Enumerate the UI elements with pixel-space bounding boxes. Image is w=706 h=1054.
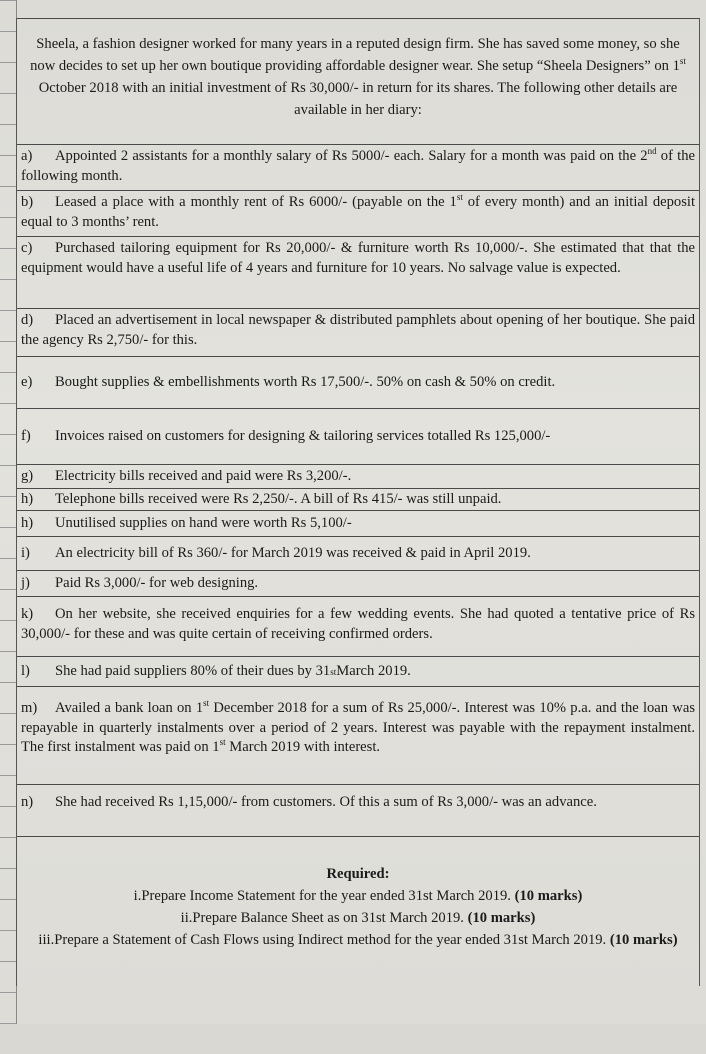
item-sup: st: [203, 698, 210, 709]
item-text: Purchased tailoring equipment for Rs 20,000/- & furniture worth Rs 10,000/-. She estimated that that the equipment would have a useful life of 4 years and furniture for 10 years. No salvage value is expected.: [21, 240, 695, 276]
item-g: [17, 464, 699, 488]
item-label: k): [21, 606, 34, 622]
item-sup: st: [456, 192, 463, 203]
question-table: [16, 18, 700, 986]
item-text: Unutilised supplies on hand were worth Rs 5,100/-: [55, 514, 352, 531]
item-text: An electricity bill of Rs 360/- for March 2019 was received & paid in April 2019.: [55, 544, 531, 561]
item-label: j): [21, 574, 30, 591]
required-item-1-marks: (10 marks): [514, 888, 583, 904]
required-item-3: iii.Prepare a Statement of Cash Flows using Indirect method for the year ended 31st March 2019.: [38, 932, 607, 948]
item-j: [17, 570, 699, 596]
item-b: [17, 190, 699, 236]
item-text-end: of the following month.: [21, 148, 695, 184]
item-sup-2: st: [219, 737, 226, 748]
intro-paragraph: [17, 18, 699, 144]
item-label: g): [21, 467, 34, 484]
left-margin-grid: [0, 0, 17, 1024]
item-a: [17, 144, 699, 190]
item-label: c): [21, 240, 33, 256]
item-text-end: March 2019.: [336, 662, 411, 679]
item-text: Leased a place with a monthly rent of Rs 6000/- (payable on the 1: [55, 194, 457, 210]
required-item-2-marks: (10 marks): [467, 910, 536, 926]
item-label: d): [21, 312, 34, 328]
item-l: l) She had paid suppliers 80% of their dues by 31 st March 2019.: [17, 656, 699, 686]
item-text: Electricity bills received and paid were Rs 3,200/-.: [55, 467, 352, 484]
item-h2: [17, 510, 699, 536]
item-text-end: March 2019 with interest.: [225, 739, 381, 755]
item-label: m): [21, 700, 38, 716]
item-text: She had received Rs 1,15,000/- from customers. Of this a sum of Rs 3,000/- was an advance.: [55, 794, 597, 810]
required-heading: Required:: [326, 866, 390, 882]
item-sup: nd: [647, 146, 657, 157]
item-text: She had paid suppliers 80% of their dues by 31: [55, 662, 331, 679]
item-label: e): [21, 373, 33, 390]
item-text: Telephone bills received were Rs 2,250/-. A bill of Rs 415/- was still unpaid.: [55, 490, 502, 507]
item-text-mid: December 2018 for a sum of Rs 25,000/-. Interest was 10% p.a. and the loan was repayable in quarterly instalments over a period of 2 years. Interest was payable with the repayment instalment. The first instalment was paid on 1: [21, 700, 696, 755]
item-f: [17, 408, 699, 464]
item-text: Paid Rs 3,000/- for web designing.: [55, 574, 259, 591]
item-label: a): [21, 148, 33, 164]
item-h1: [17, 488, 699, 510]
item-text: Placed an advertisement in local newspaper & distributed pamphlets about opening of her boutique. She paid the agency Rs 2,750/- for this.: [21, 312, 695, 348]
item-text: Availed a bank loan on 1: [55, 700, 204, 716]
item-text: Invoices raised on customers for designing & tailoring services totalled Rs 125,000/-: [55, 427, 551, 444]
required-item-1: i.Prepare Income Statement for the year ended 31st March 2019.: [133, 888, 511, 904]
required-item-3-marks: (10 marks): [609, 932, 678, 948]
item-label: h): [21, 514, 34, 531]
item-d: [17, 308, 699, 356]
item-e: [17, 356, 699, 408]
item-label: i): [21, 544, 30, 561]
item-label: l): [21, 662, 30, 679]
item-text-end: of every month) and an initial deposit equal to 3 months’ rent.: [21, 194, 695, 230]
required-item-2: ii.Prepare Balance Sheet as on 31st March 2019.: [180, 910, 464, 926]
item-text: On her website, she received enquiries for a few wedding events. She had quoted a tentative price of Rs 30,000/- for these and was quite certain of receiving confirmed orders.: [21, 606, 695, 642]
item-c: [17, 236, 699, 308]
item-label: f): [21, 427, 31, 444]
intro-text-end: October 2018 with an initial investment of Rs 30,000/- in return for its shares. The following other details are available in her diary:: [38, 80, 678, 118]
item-k: [17, 596, 699, 656]
item-text: Appointed 2 assistants for a monthly salary of Rs 5000/- each. Salary for a month was paid on the 2: [55, 148, 648, 164]
required-section: [17, 836, 699, 986]
intro-sup: st: [679, 56, 686, 67]
item-n: [17, 784, 699, 836]
item-label: h): [21, 490, 34, 507]
item-label: b): [21, 194, 34, 210]
item-label: n): [21, 794, 34, 810]
item-text: Bought supplies & embellishments worth Rs 17,500/-. 50% on cash & 50% on credit.: [55, 373, 556, 390]
item-i: [17, 536, 699, 570]
intro-text: Sheela, a fashion designer worked for many years in a reputed design firm. She has saved some money, so she now decides to set up her own boutique providing affordable designer wear. She setup “Sheela Designers” on 1: [30, 36, 680, 74]
item-m: [17, 686, 699, 784]
